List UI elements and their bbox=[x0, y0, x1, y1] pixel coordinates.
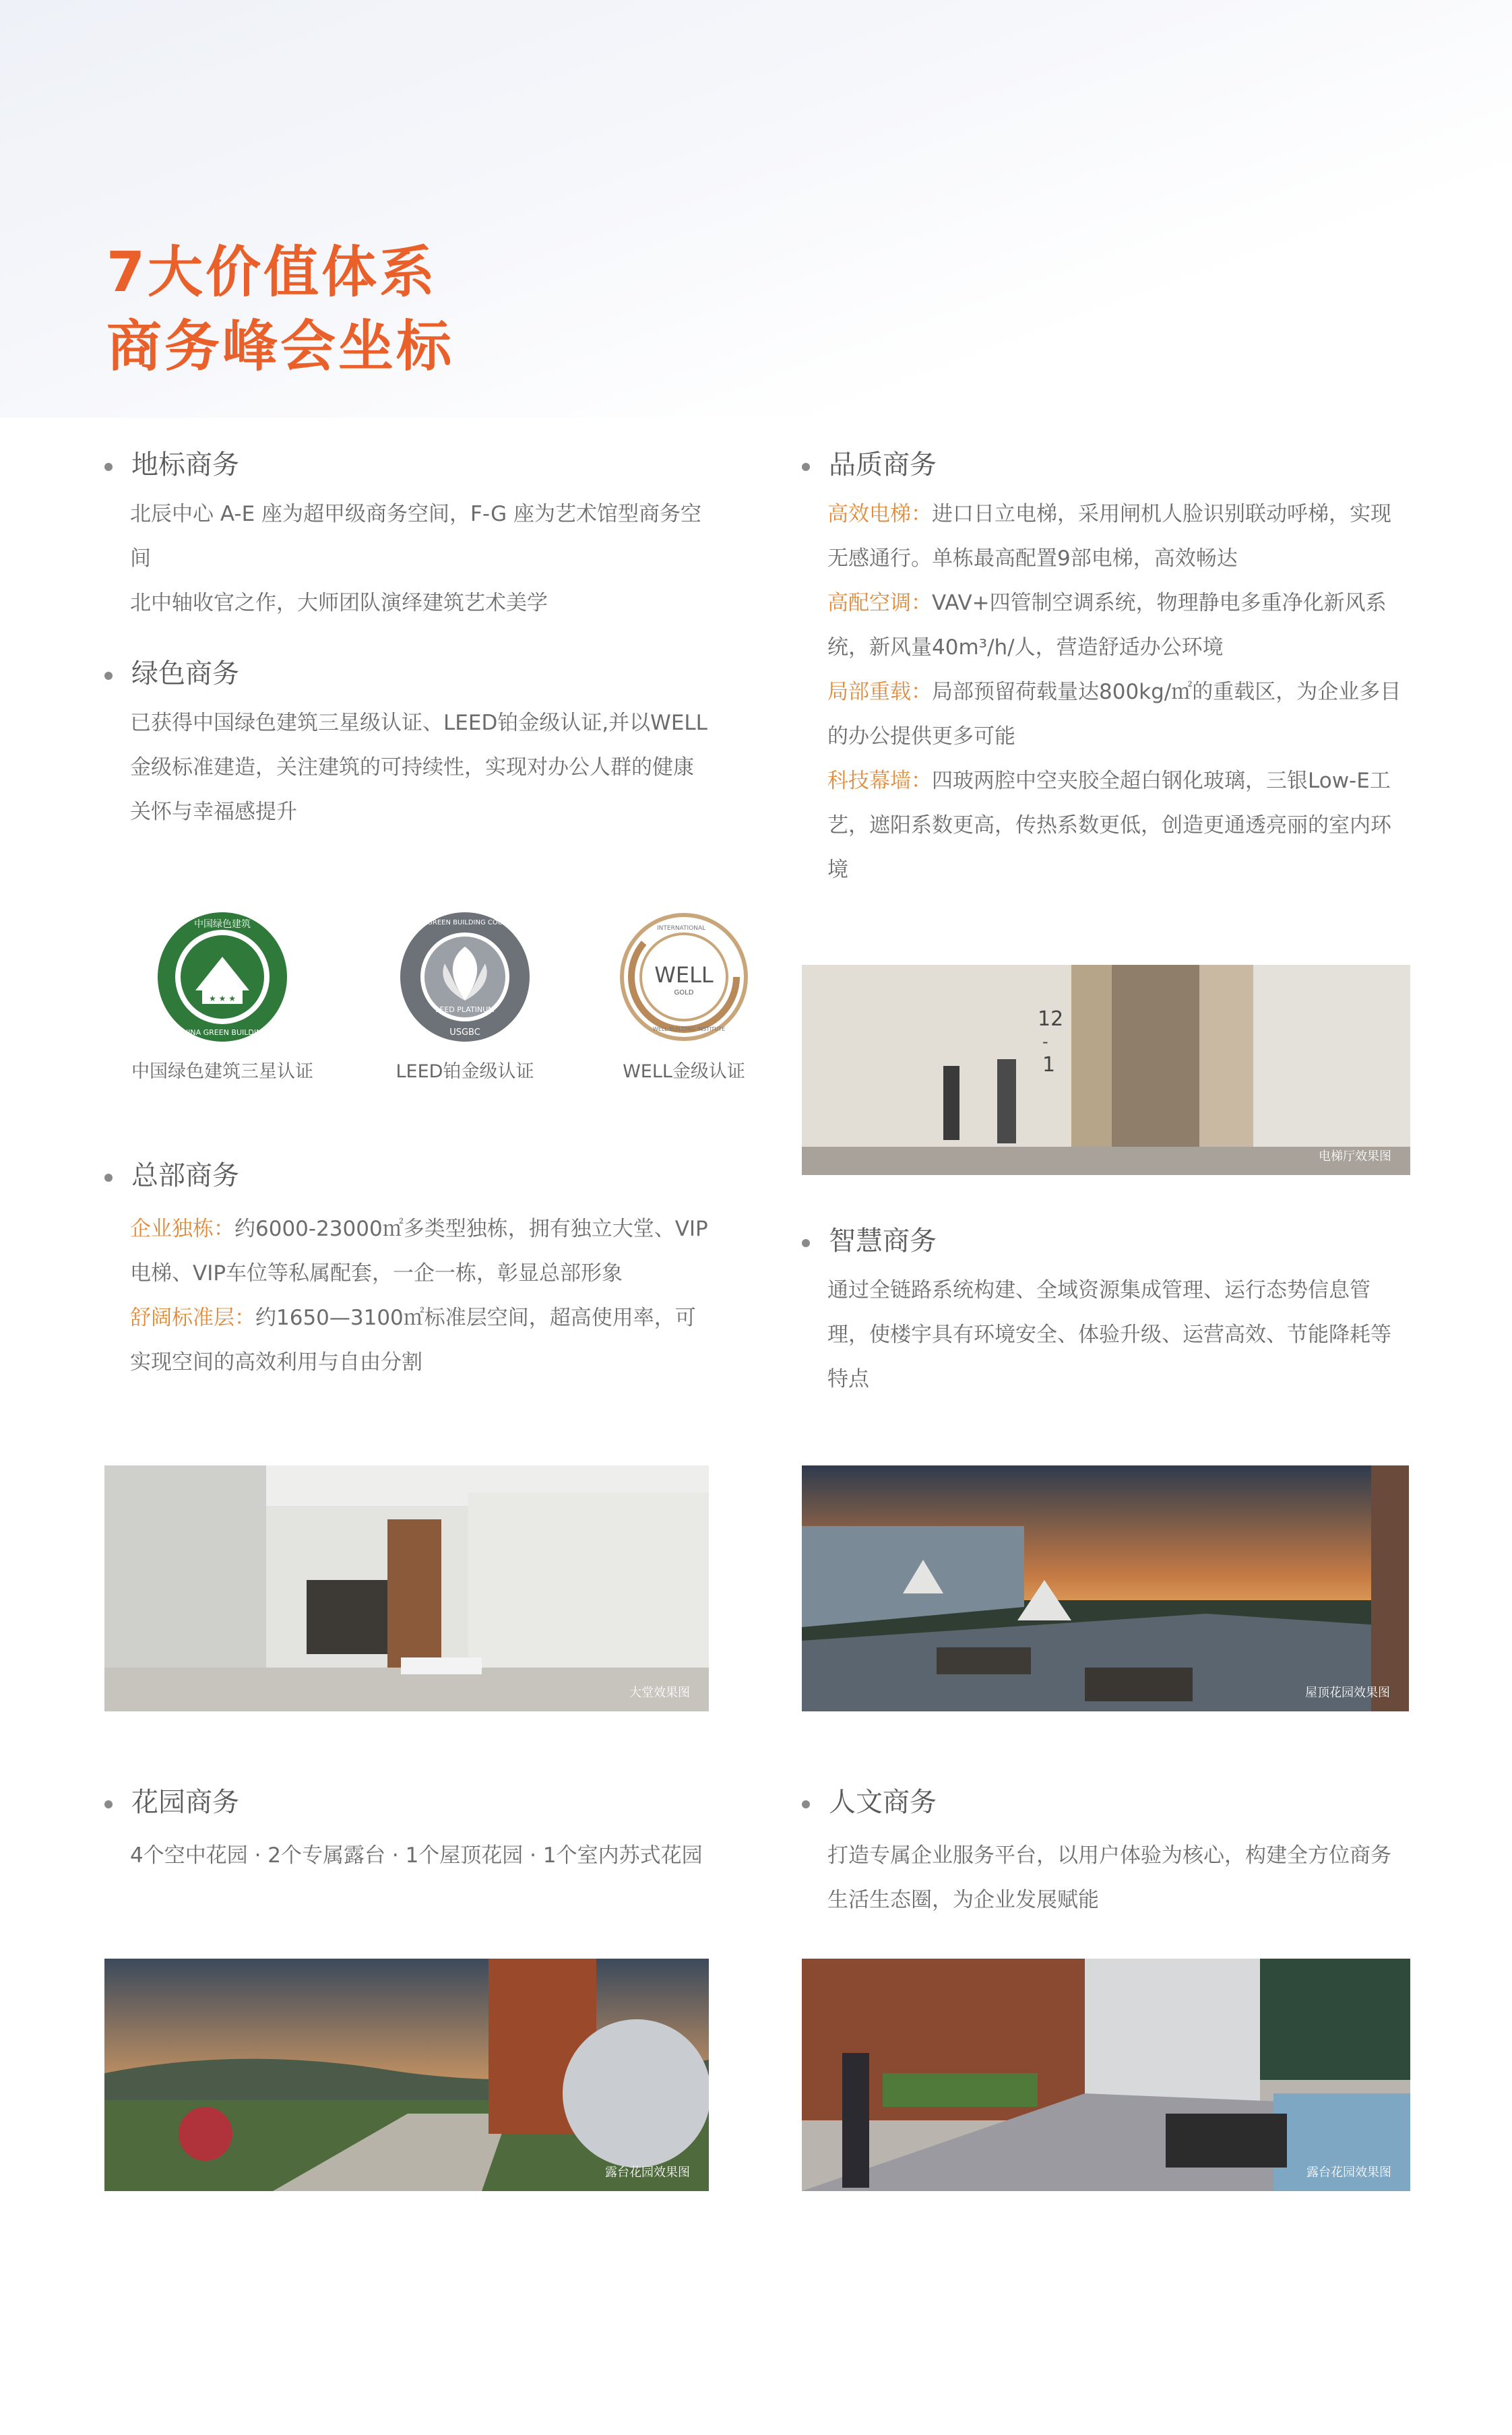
photo-caption: 露台花园效果图 bbox=[1306, 2165, 1391, 2180]
section-smart bbox=[802, 1221, 1408, 1401]
svg-text:U.S. GREEN BUILDING COUNCIL: U.S. GREEN BUILDING COUNCIL bbox=[411, 919, 519, 926]
roof-garden-photo bbox=[802, 1465, 1409, 1711]
photo-caption: 屋顶花园效果图 bbox=[1305, 1686, 1390, 1700]
page-title-line2: 商务峰会坐标 bbox=[106, 315, 455, 379]
section-quality bbox=[802, 445, 1408, 892]
section-landmark bbox=[104, 445, 711, 625]
section-body bbox=[130, 492, 711, 625]
photo-caption: 电梯厅效果图 bbox=[1319, 1149, 1391, 1164]
svg-text:-: - bbox=[1042, 1032, 1048, 1051]
svg-text:★ ★ ★: ★ ★ ★ bbox=[209, 994, 236, 1003]
cert-well bbox=[573, 910, 795, 1083]
culture-text-1: 打造专属企业服务平台，以用户体验为核心，构建全方位商务生活生态圈，为企业发展赋能 bbox=[827, 1843, 1391, 1912]
svg-text:INTERNATIONAL: INTERNATIONAL bbox=[657, 925, 706, 932]
section-heading: 总部商务 bbox=[104, 1156, 711, 1196]
bullet-dot-icon bbox=[802, 463, 810, 471]
section-body bbox=[827, 1833, 1408, 1922]
bullet-dot-icon bbox=[104, 1174, 113, 1182]
section-garden bbox=[104, 1782, 711, 1878]
section-heading: 品质商务 bbox=[802, 445, 1408, 485]
photo-caption: 大堂效果图 bbox=[629, 1686, 690, 1700]
china-green-building-badge-icon bbox=[155, 910, 290, 1044]
section-heading: 人文商务 bbox=[802, 1782, 1408, 1823]
bullet-dot-icon bbox=[104, 463, 113, 471]
roof-garden-render-image bbox=[802, 1465, 1409, 1711]
section-body bbox=[130, 1833, 711, 1878]
well-gold-badge-icon bbox=[617, 910, 751, 1044]
cert-leed bbox=[354, 910, 576, 1083]
landmark-text-1: 北辰中心 A-E 座为超甲级商务空间，F-G 座为艺术馆型商务空间 bbox=[130, 502, 702, 571]
terrace-photo-2 bbox=[802, 1959, 1410, 2191]
section-body bbox=[130, 701, 711, 834]
section-body bbox=[827, 492, 1408, 892]
page-title-line1: 7大价值体系 bbox=[106, 241, 438, 305]
lobby-photo bbox=[104, 1465, 709, 1711]
section-green bbox=[104, 654, 711, 834]
cert-china-green bbox=[111, 910, 334, 1083]
quality-item-3: 局部重载：局部预留荷载量达800kg/㎡的重载区，为企业多目的办公提供更多可能 bbox=[827, 680, 1401, 749]
green-text-1: 已获得中国绿色建筑三星级认证、LEED铂金级认证,并以WELL金级标准建造，关注建筑的可持续性，实现对办公人群的健康关怀与幸福感提升 bbox=[130, 711, 707, 824]
svg-text:WELL: WELL bbox=[654, 962, 714, 988]
quality-item-4: 科技幕墙：四玻两腔中空夹胶全超白钢化玻璃，三银Low-E工艺，遮阳系数更高，传热系数更低，创造更通透亮丽的室内环境 bbox=[827, 769, 1391, 882]
elevator-hall-render-image bbox=[802, 965, 1410, 1175]
section-heading: 花园商务 bbox=[104, 1782, 711, 1823]
section-hq bbox=[104, 1156, 711, 1385]
smart-text-1: 通过全链路系统构建、全域资源集成管理、运行态势信息管理，使楼宇具有环境安全、体验升级、运营高效、节能降耗等特点 bbox=[827, 1278, 1391, 1391]
hq-item-2: 舒阔标准层：约1650—3100㎡标准层空间，超高使用率，可实现空间的高效利用与自由分割 bbox=[130, 1306, 696, 1374]
garden-text-1: 4个空中花园 · 2个专属露台 · 1个屋顶花园 · 1个室内苏式花园 bbox=[130, 1843, 703, 1868]
section-heading: 智慧商务 bbox=[802, 1221, 1408, 1261]
svg-text:LEED PLATINUM: LEED PLATINUM bbox=[435, 1005, 495, 1014]
svg-text:CHINA GREEN BUILDING: CHINA GREEN BUILDING bbox=[177, 1028, 267, 1037]
photo-caption: 露台花园效果图 bbox=[605, 2165, 690, 2180]
cert-label: 中国绿色建筑三星认证 bbox=[131, 1061, 313, 1082]
terrace-garden-render-image bbox=[104, 1959, 709, 2191]
section-culture bbox=[802, 1782, 1408, 1922]
hq-item-1: 企业独栋：约6000-23000㎡多类型独栋，拥有独立大堂、VIP电梯、VIP车位等私属配套，一企一栋，彰显总部形象 bbox=[130, 1217, 708, 1286]
quality-item-2: 高配空调：VAV+四管制空调系统，物理静电多重净化新风系统，新风量40m³/h/人，营造舒适办公环境 bbox=[827, 591, 1387, 660]
bullet-dot-icon bbox=[104, 1800, 113, 1808]
terrace-photo-1 bbox=[104, 1959, 709, 2191]
cert-label: LEED铂金级认证 bbox=[396, 1061, 534, 1082]
svg-text:WELL BUILDING INSTITUTE: WELL BUILDING INSTITUTE bbox=[653, 1026, 726, 1032]
leed-platinum-badge-icon bbox=[398, 910, 532, 1044]
bullet-dot-icon bbox=[104, 672, 113, 680]
bullet-dot-icon bbox=[802, 1239, 810, 1247]
cert-label: WELL金级认证 bbox=[623, 1061, 745, 1082]
lobby-render-image bbox=[104, 1465, 709, 1711]
svg-text:12: 12 bbox=[1038, 1007, 1064, 1031]
quality-item-1: 高效电梯：进口日立电梯，采用闸机人脸识别联动呼梯，实现无感通行。单栋最高配置9部电梯，高效畅达 bbox=[827, 502, 1391, 571]
terrace-garden-render-image bbox=[802, 1959, 1410, 2191]
bullet-dot-icon bbox=[802, 1800, 810, 1808]
elevator-photo bbox=[802, 965, 1410, 1175]
svg-text:中国绿色建筑: 中国绿色建筑 bbox=[194, 919, 251, 930]
section-body bbox=[827, 1268, 1408, 1401]
section-heading: 绿色商务 bbox=[104, 654, 711, 694]
svg-text:GOLD: GOLD bbox=[674, 989, 694, 997]
landmark-text-2: 北中轴收官之作，大师团队演绎建筑艺术美学 bbox=[130, 591, 548, 615]
svg-text:1: 1 bbox=[1042, 1053, 1056, 1077]
section-body bbox=[130, 1207, 711, 1385]
svg-text:USGBC: USGBC bbox=[449, 1027, 480, 1038]
page-title bbox=[106, 236, 454, 384]
section-heading: 地标商务 bbox=[104, 445, 711, 485]
